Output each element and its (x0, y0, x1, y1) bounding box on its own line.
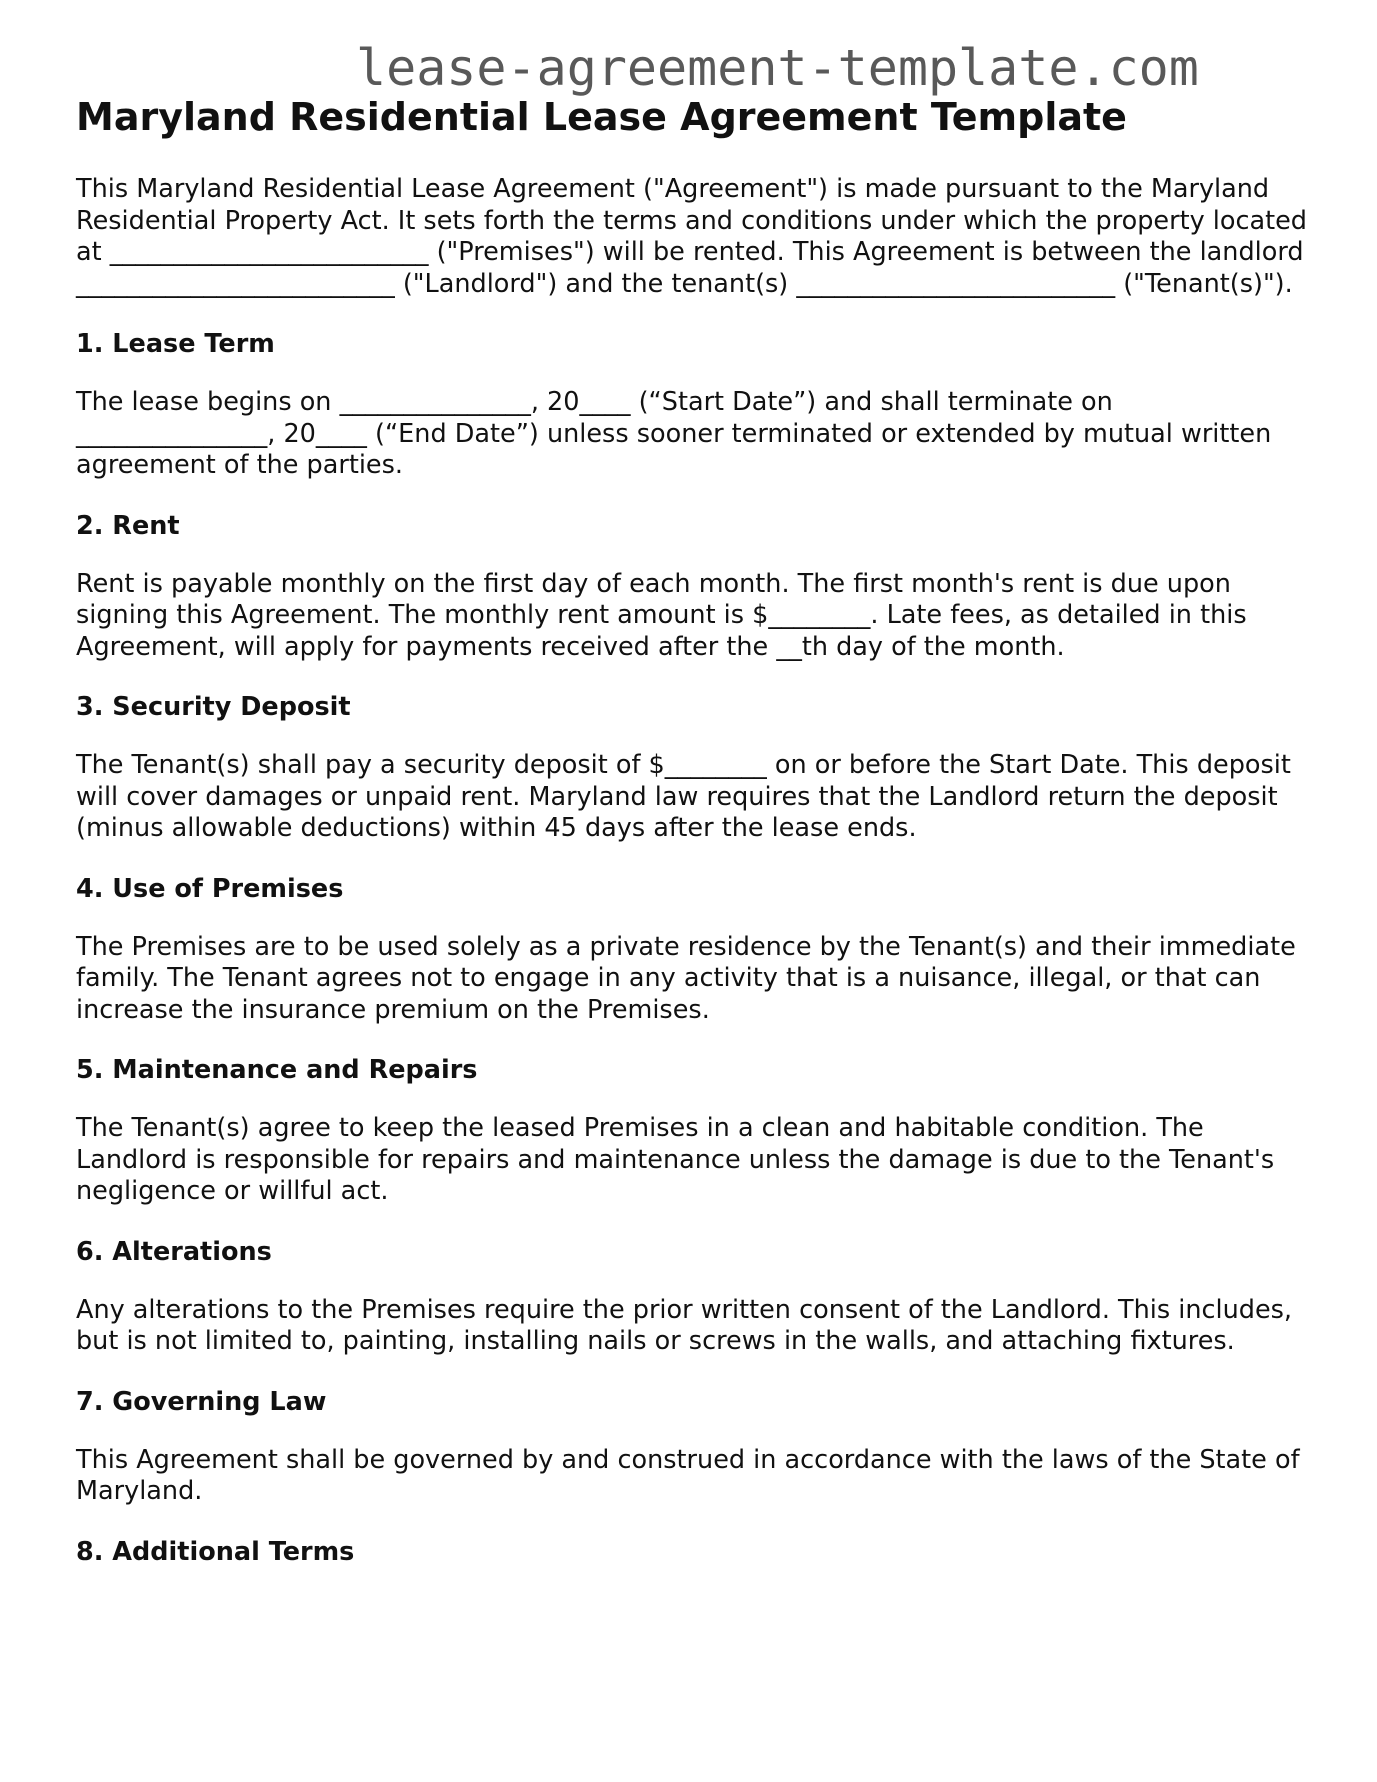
section-heading: 1. Lease Term (76, 329, 275, 359)
section-body: The Premises are to be used solely as a private residence by the Tenant(s) and their immediate family. The Tenant agrees not to engage in any activity that is a nuisance, illegal, or that can increase the insurance premium on the Premises. (76, 931, 1296, 1025)
section-rent (76, 511, 1316, 664)
section-governing-law (76, 1387, 1316, 1508)
section-heading: 3. Security Deposit (76, 692, 351, 722)
section-heading: 5. Maintenance and Repairs (76, 1055, 478, 1085)
section-additional-terms (76, 1537, 1316, 1568)
section-body: Any alterations to the Premises require the prior written consent of the Landlord. This includes, but is not limited to, painting, installing nails or screws in the walls, and attaching fixtures. (76, 1294, 1293, 1356)
section-body: The Tenant(s) shall pay a security deposit of $________ on or before the Start Date. This deposit will cover damages or unpaid rent. Maryland law requires that the Landlord return the deposit (minus allowable deductions) within 45 days after the lease ends. (76, 750, 1291, 843)
section-heading: 4. Use of Premises (76, 873, 344, 904)
site-watermark: lease-agreement-template.com (356, 39, 1199, 97)
section-heading: 2. Rent (76, 510, 180, 541)
section-heading: 7. Governing Law (76, 1386, 327, 1417)
intro-paragraph: This Maryland Residential Lease Agreement ("Agreement") is made pursuant to the Maryland Residential Property Act. It sets forth the terms and conditions under which the property located at _________________________ ("Premises") will be rented. This Agreement is between the landlord _________________________ ("Landlord") and the tenant(s) _________________________ ("Tenant(s)"). (76, 174, 1307, 299)
section-body: This Agreement shall be governed by and construed in accordance with the laws of the State of Maryland. (76, 1444, 1300, 1506)
document-body (76, 174, 1316, 1597)
section-body: The lease begins on _______________, 20____ (“Start Date”) and shall terminate on _______________, 20____ (“End Date”) unless sooner terminated or extended by mutual written agreement of the parties. (76, 387, 1272, 480)
section-body: Rent is payable monthly on the first day of each month. The first month's rent is due upon signing this Agreement. The monthly rent amount is $________. Late fees, as detailed in this Agreement, will apply for payments received after the __th day of the month. (76, 568, 1247, 662)
section-use-of-premises (76, 874, 1316, 1027)
section-heading: 6. Alterations (76, 1236, 272, 1267)
section-lease-term (76, 329, 1316, 482)
section-heading: 8. Additional Terms (76, 1536, 355, 1567)
section-maintenance-repairs (76, 1055, 1316, 1208)
section-alterations (76, 1237, 1316, 1358)
page-title: Maryland Residential Lease Agreement Template (76, 95, 1127, 139)
section-body: The Tenant(s) agree to keep the leased Premises in a clean and habitable condition. The Landlord is responsible for repairs and maintenance unless the damage is due to the Tenant's negligence or willful act. (76, 1113, 1275, 1206)
section-security-deposit (76, 692, 1316, 845)
